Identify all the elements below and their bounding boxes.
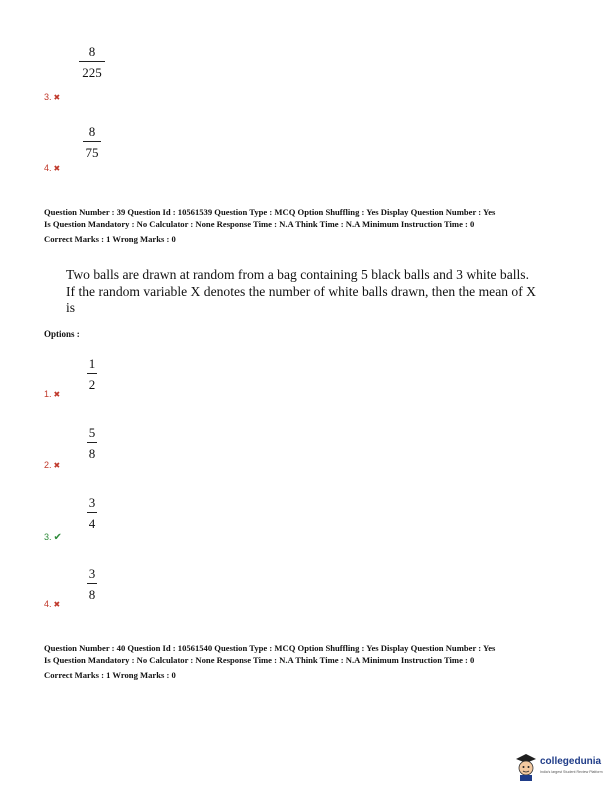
fraction-numerator: 5 (88, 425, 96, 440)
option-number: 3. (44, 92, 52, 102)
option-number: 4. (44, 599, 52, 609)
fraction-bar (79, 61, 105, 62)
q39-option-3-label[interactable] (44, 532, 62, 543)
options-heading: Options : (44, 329, 80, 339)
q39-text-line-2: If the random variable X denotes the number of white balls drawn, then the mean of X (66, 283, 536, 299)
cross-icon: ✖ (53, 600, 61, 609)
fraction-denominator: 225 (82, 65, 102, 80)
prev-option-4-label (44, 163, 60, 173)
q39-option-2-label[interactable] (44, 460, 60, 470)
q39-question-text (66, 267, 566, 317)
fraction-denominator: 8 (88, 446, 96, 461)
fraction-numerator: 1 (88, 356, 96, 371)
fraction-bar (87, 583, 97, 584)
fraction-numerator: 3 (88, 566, 96, 581)
cross-icon: ✖ (53, 164, 61, 173)
q39-meta-line-3: Correct Marks : 1 Wrong Marks : 0 (44, 234, 176, 244)
collegedunia-logo-text: collegedunia (540, 756, 602, 767)
fraction-bar (83, 141, 101, 142)
fraction-denominator: 4 (88, 516, 96, 531)
q39-option-1-label[interactable] (44, 389, 60, 399)
q39-metadata (44, 206, 584, 245)
cross-icon: ✖ (53, 390, 61, 399)
fraction-numerator: 8 (88, 44, 96, 59)
cross-icon: ✖ (53, 93, 61, 102)
q40-meta-line-2: Is Question Mandatory : No Calculator : None Response Time : N.A Think Time : N.A Minimum Instruction Time : 0 (44, 655, 475, 665)
q40-meta-line-1: Question Number : 40 Question Id : 10561540 Question Type : MCQ Option Shuffling : Yes Display Question Number : Yes (44, 643, 496, 653)
collegedunia-tagline: India's largest Student Review Platform (540, 770, 603, 774)
q40-metadata (44, 642, 584, 681)
fraction-denominator: 8 (88, 587, 96, 602)
fraction-denominator: 75 (85, 145, 99, 160)
q39-option-3-fraction (72, 495, 112, 531)
q39-meta-line-2: Is Question Mandatory : No Calculator : None Response Time : N.A Think Time : N.A Minimum Instruction Time : 0 (44, 219, 475, 229)
q39-option-4-label[interactable] (44, 599, 60, 609)
option-number: 1. (44, 389, 52, 399)
collegedunia-logo-icon (514, 752, 538, 782)
option-number: 2. (44, 460, 52, 470)
option-number: 4. (44, 163, 52, 173)
fraction-bar (87, 512, 97, 513)
prev-option-4-fraction (72, 124, 112, 160)
option-number: 3. (44, 532, 52, 542)
fraction-numerator: 3 (88, 495, 96, 510)
cross-icon: ✖ (53, 461, 61, 470)
q39-text-line-3: is (66, 300, 76, 315)
q39-option-1-fraction (72, 356, 112, 392)
check-icon: ✔ (53, 532, 62, 543)
q39-text-line-1: Two balls are drawn at random from a bag containing 5 black balls and 3 white balls. (66, 267, 529, 282)
fraction-denominator: 2 (88, 377, 96, 392)
q39-meta-line-1: Question Number : 39 Question Id : 10561539 Question Type : MCQ Option Shuffling : Yes Display Question Number : Yes (44, 207, 496, 217)
q39-option-4-fraction (72, 566, 112, 602)
prev-option-3-label (44, 92, 60, 102)
q40-meta-line-3: Correct Marks : 1 Wrong Marks : 0 (44, 670, 176, 680)
q39-option-2-fraction (72, 425, 112, 461)
prev-option-3-fraction (72, 44, 112, 80)
fraction-bar (87, 442, 97, 443)
fraction-bar (87, 373, 97, 374)
fraction-numerator: 8 (88, 124, 96, 139)
